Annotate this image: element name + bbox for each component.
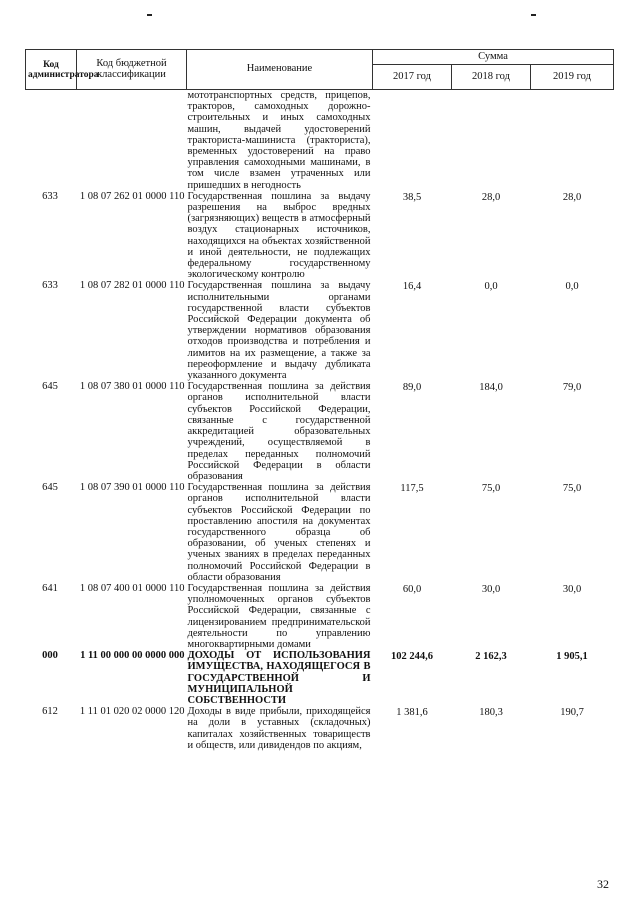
header-budget-code: Код бюджетной классификации: [77, 50, 187, 90]
budget-code-cell: 1 11 01 020 02 0000 120: [79, 706, 185, 718]
sum-2018-cell: [452, 90, 531, 191]
table-row: [26, 706, 614, 751]
sum-2017-cell: [373, 90, 452, 191]
budget-code-cell: [77, 90, 187, 191]
sum-2019-cell: 28,0: [562, 191, 582, 203]
admin-code-cell: 645: [42, 381, 58, 393]
sum-2019-cell: 75,0: [562, 483, 582, 495]
sum-2019-cell: 0,0: [565, 281, 579, 293]
admin-code-cell: 633: [42, 280, 58, 292]
sum-2018-cell: 184,0: [479, 382, 503, 394]
sum-2017-cell: 38,5: [402, 191, 422, 203]
name-cell: ДОХОДЫ ОТ ИСПОЛЬЗОВАНИЯ ИМУЩЕСТВА, НАХОДЯЩЕГОСЯ В ГОСУДАРСТВЕННОЙ И МУНИЦИПАЛЬНОЙ СОБСТВЕННОСТИ: [187, 650, 371, 706]
budget-revenue-table: [25, 49, 614, 751]
header-name: Наименование: [187, 50, 373, 90]
header-admin-code: Код администратора: [26, 50, 77, 90]
sum-2019-cell: 30,0: [562, 583, 582, 595]
name-cell: Государственная пошлина за действия органов исполнительной власти субъектов Российской Федерации, связанные с государственной аккредитацией образовательных учреждений, осуществляемой в пределах переданных полномочий Российской Федерации в области образования: [187, 381, 371, 482]
header-year-2018: 2018 год: [452, 65, 531, 90]
budget-code-cell: 1 08 07 282 01 0000 110: [79, 280, 185, 292]
budget-code-cell: 1 11 00 000 00 0000 000: [80, 650, 185, 662]
name-cell: Государственная пошлина за выдачу исполнительными органами государственной власти субъектов Российской Федерации документа об утверждении нормативов образования отходов производства и потребления и лимитов на их размещение, а также за переоформление и выдачу дубликата указанного документа: [187, 280, 371, 382]
table-row: [26, 280, 614, 381]
budget-code-cell: 1 08 07 262 01 0000 110: [79, 190, 185, 202]
name-cell: Государственная пошлина за действия органов исполнительной власти субъектов Российской Федерации по проставлению апостиля на документах государственного образца об образовании, об ученых степенях и ученых званиях в пределах переданных полномочий Российской Федерации в области образования: [187, 482, 371, 583]
name-cell: мототранспортных средств, прицепов, тракторов, самоходных дорожно-строительных и иных самоходных машин, выдачей удостоверений тракториста-машиниста (тракториста), временных удостоверений на право управления самоходными машинами, в том числе взамен утраченных или пришедших в негодность: [187, 90, 371, 191]
admin-code-cell: 641: [42, 582, 58, 594]
admin-code-cell: [26, 90, 77, 191]
sum-2018-cell: 180,3: [479, 707, 503, 719]
sum-2019-cell: [531, 90, 614, 191]
header-sum: Сумма: [373, 50, 614, 65]
table-row: [26, 482, 614, 583]
budget-code-cell: 1 08 07 380 01 0000 110: [79, 381, 185, 393]
sum-2018-cell: 75,0: [481, 483, 501, 495]
header-year-2019: 2019 год: [531, 65, 614, 90]
sum-2018-cell: 28,0: [481, 191, 501, 203]
sum-2017-cell: 89,0: [402, 382, 422, 394]
sum-2017-cell: 1 381,6: [396, 707, 428, 719]
sum-2017-cell: 117,5: [400, 483, 424, 495]
sum-2019-cell: 79,0: [562, 382, 582, 394]
admin-code-cell: 612: [42, 706, 58, 718]
scan-mark-right: [531, 14, 536, 16]
table-row: [26, 381, 614, 482]
name-cell: Государственная пошлина за действия уполномоченных органов субъектов Российской Федерации, связанные с лицензированием предпринимательской деятельности по управлению многоквартирными домами: [187, 582, 371, 650]
header-year-2017: 2017 год: [373, 65, 452, 90]
name-cell: Доходы в виде прибыли, приходящейся на доли в уставных (складочных) капиталах хозяйственных товариществ и обществ, или дивидендов по акциям,: [187, 706, 371, 751]
budget-code-cell: 1 08 07 400 01 0000 110: [79, 582, 185, 594]
table-row: [26, 583, 614, 650]
sum-2017-cell: 16,4: [402, 281, 422, 293]
sum-2017-cell: 102 244,6: [391, 651, 433, 663]
name-cell: Государственная пошлина за выдачу разрешения на выброс вредных (загрязняющих) веществ в атмосферный воздух стационарных источников, находящихся на объектах хозяйственной и иной деятельности, не подлежащих федеральному государственному экологическому контролю: [187, 190, 371, 281]
sum-2018-cell: 0,0: [484, 281, 498, 293]
page-number: 32: [597, 877, 609, 891]
admin-code-cell: 000: [42, 650, 58, 662]
scan-mark-left: [147, 14, 152, 16]
admin-code-cell: 633: [42, 190, 58, 202]
table-header: [26, 50, 614, 90]
table-row: [26, 650, 614, 706]
table-row: [26, 90, 614, 191]
sum-2018-cell: 2 162,3: [475, 651, 507, 663]
sum-2017-cell: 60,0: [402, 583, 422, 595]
sum-2019-cell: 190,7: [560, 707, 584, 719]
sum-2019-cell: 1 905,1: [556, 651, 588, 663]
sum-2018-cell: 30,0: [481, 583, 501, 595]
budget-code-cell: 1 08 07 390 01 0000 110: [79, 482, 185, 494]
admin-code-cell: 645: [42, 482, 58, 494]
table-body: [26, 90, 614, 751]
table-row: [26, 191, 614, 281]
